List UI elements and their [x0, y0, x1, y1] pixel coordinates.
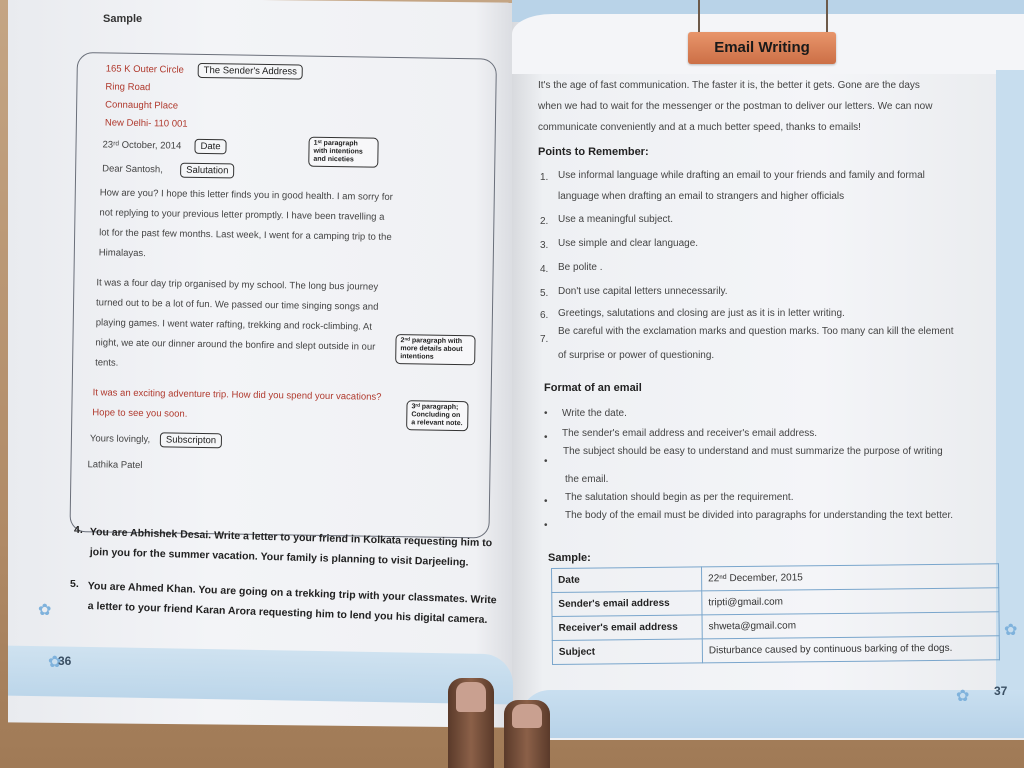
flower-decoration-icon: ✿ — [48, 654, 62, 671]
bullet-icon: • — [544, 520, 548, 531]
para2-line: turned out to be a lot of fun. We passed our time singing songs and — [95, 297, 379, 313]
intro-line: It's the age of fast communication. The faster it is, the better it gets. Gone are the days — [538, 80, 920, 91]
table-key: Subject — [552, 639, 702, 665]
table-row — [552, 636, 999, 665]
table-value: shweta@gmail.com — [702, 612, 999, 639]
left-page-number: 36 — [58, 654, 72, 668]
point-text: language when drafting an email to strangers and higher officials — [558, 191, 845, 202]
fingernail — [512, 704, 542, 728]
address-line: Connaught Place — [105, 99, 179, 112]
point-text: Be careful with the exclamation marks and question marks. Too many can kill the element — [558, 326, 954, 337]
point-number: 5. — [540, 288, 549, 299]
date-tag: Date — [194, 139, 226, 155]
sender-address-tag: The Sender's Address — [198, 63, 303, 80]
point-number: 6. — [540, 310, 549, 321]
point-number: 3. — [540, 240, 549, 251]
format-item: The salutation should begin as per the requirement. — [565, 492, 794, 503]
thumbnail — [456, 682, 486, 712]
bullet-icon: • — [544, 408, 548, 419]
points-heading: Points to Remember: — [538, 146, 649, 158]
left-section-title: Sample — [103, 13, 143, 25]
banner-rope — [698, 0, 700, 32]
flower-decoration-icon: ✿ — [1004, 622, 1018, 639]
right-bottom-band — [520, 690, 1024, 738]
letter-signature: Lathika Patel — [87, 459, 143, 472]
left-bottom-band — [8, 646, 513, 705]
question-line: a letter to your friend Karan Arora requesting him to lend you his digital camera. — [87, 600, 488, 626]
letter-closing: Yours lovingly, — [89, 433, 151, 446]
address-line: New Delhi- 110 001 — [104, 117, 188, 130]
para1-bubble: 1ˢᵗ paragraph with intentions and niceties — [308, 137, 378, 168]
letter-date: 23ʳᵈ October, 2014 — [102, 139, 182, 152]
flower-decoration-icon: ✿ — [38, 602, 52, 619]
flower-decoration-icon: ✿ — [956, 688, 970, 705]
email-writing-banner: Email Writing — [688, 32, 836, 64]
email-sample-table — [551, 563, 1000, 665]
point-text: Use simple and clear language. — [558, 238, 699, 249]
address-line: Ring Road — [105, 81, 151, 94]
question-number: 4. — [74, 524, 83, 536]
bullet-icon: • — [544, 432, 548, 443]
right-side-band — [996, 70, 1024, 710]
bullet-icon: • — [544, 456, 548, 467]
format-item: The sender's email address and receiver's email address. — [562, 428, 818, 439]
letter-salutation: Dear Santosh, — [102, 163, 163, 176]
intro-line: when we had to wait for the messenger or the postman to deliver our letters. We can now — [538, 101, 933, 112]
format-item: The subject should be easy to understand and must summarize the purpose of writing — [563, 446, 943, 457]
subscription-tag: Subscripton — [160, 432, 222, 448]
table-key: Receiver's email address — [552, 615, 702, 641]
para1-line: lot for the past few months. Last week, I went for a camping trip to the — [99, 227, 392, 243]
format-heading: Format of an email — [544, 382, 642, 394]
question-line: join you for the summer vacation. Your family is planning to visit Darjeeling. — [89, 546, 469, 569]
point-text: Greetings, salutations and closing are just as it is in letter writing. — [558, 308, 845, 319]
table-key: Sender's email address — [552, 591, 702, 617]
table-key: Date — [552, 567, 702, 593]
question-line: You are Abhishek Desai. Write a letter to your friend in Kolkata requesting him to — [89, 526, 493, 550]
point-text: of surprise or power of questioning. — [558, 350, 715, 361]
point-number: 7. — [540, 334, 549, 345]
para2-line: tents. — [95, 357, 119, 369]
right-page-number: 37 — [994, 684, 1008, 698]
point-text: Be polite . — [558, 262, 603, 273]
table-value: tripti@gmail.com — [702, 588, 999, 615]
para1-line: How are you? I hope this letter finds you in good health. I am sorry for — [99, 187, 393, 203]
para3-line: Hope to see you soon. — [92, 407, 188, 420]
salutation-tag: Salutation — [180, 163, 234, 179]
bullet-icon: • — [544, 496, 548, 507]
table-value: Disturbance caused by continuous barking of the dogs. — [702, 636, 999, 663]
letter-box — [69, 52, 496, 539]
para1-line: not replying to your previous letter promptly. I have been travelling a — [99, 207, 385, 223]
format-item: Write the date. — [562, 408, 627, 419]
para3-line: It was an exciting adventure trip. How did you spend your vacations? — [92, 387, 382, 403]
point-text: Use a meaningful subject. — [558, 214, 674, 225]
intro-line: communicate conveniently and at a much better speed, thanks to emails! — [538, 122, 861, 133]
sample-heading: Sample: — [548, 552, 591, 564]
point-number: 2. — [540, 216, 549, 227]
point-text: Use informal language while drafting an email to your friends and family and formal — [558, 170, 925, 181]
para2-line: playing games. I went water rafting, trekking and rock-climbing. At — [95, 317, 372, 333]
para3-bubble: 3ʳᵈ paragraph; Concluding on a relevant note. — [406, 400, 468, 431]
para2-line: night, we ate our dinner around the bonfire and slept outside in our — [95, 337, 376, 353]
format-item: The body of the email must be divided into paragraphs for understanding the text better. — [565, 510, 954, 521]
address-line: 165 K Outer Circle — [105, 63, 184, 76]
format-item: the email. — [565, 474, 609, 485]
point-text: Don't use capital letters unnecessarily. — [558, 286, 728, 297]
para1-line: Himalayas. — [98, 247, 146, 260]
point-number: 1. — [540, 172, 549, 183]
para2-bubble: 2ⁿᵈ paragraph with more details about intentions — [395, 334, 475, 365]
table-value: 22ⁿᵈ December, 2015 — [701, 564, 998, 591]
para2-line: It was a four day trip organised by my school. The long bus journey — [96, 277, 379, 293]
point-number: 4. — [540, 264, 549, 275]
question-number: 5. — [70, 578, 79, 590]
banner-rope — [826, 0, 828, 32]
question-line: You are Ahmed Khan. You are going on a trekking trip with your classmates. Write — [87, 580, 497, 607]
